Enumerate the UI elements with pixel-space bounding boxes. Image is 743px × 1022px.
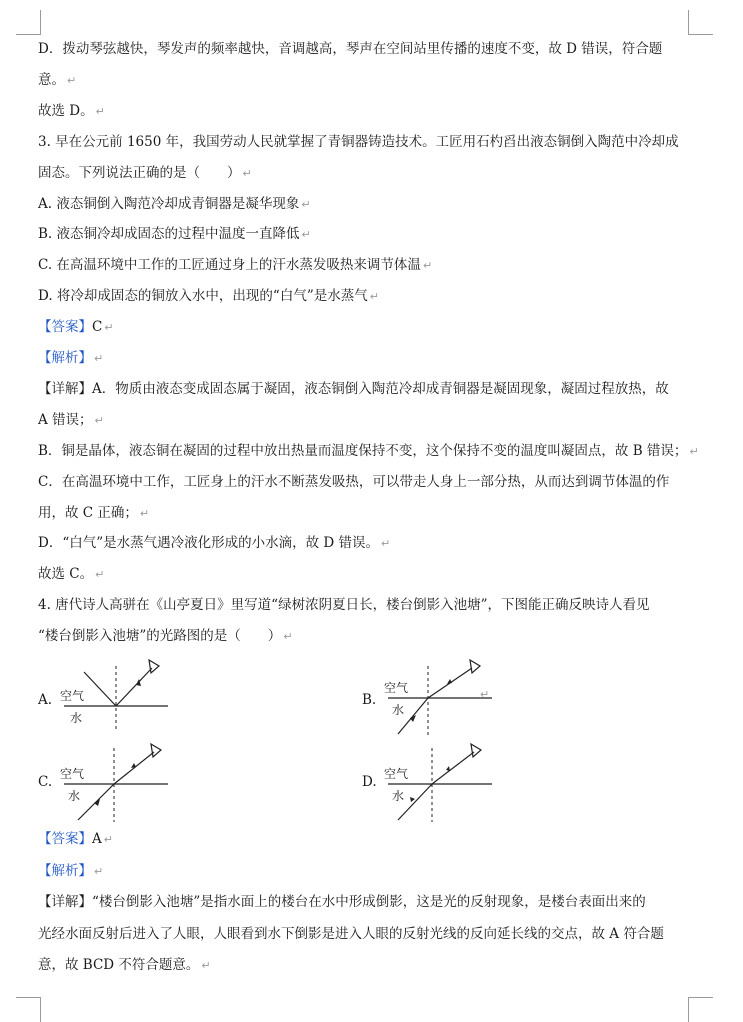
text-line — [38, 533, 718, 554]
text-line — [38, 348, 718, 369]
water-label: 水 — [68, 789, 81, 803]
paragraph-mark: ↵ — [689, 444, 699, 458]
paragraph-mark: ↵ — [95, 104, 105, 118]
text-line — [38, 70, 718, 91]
line-text: 用，故 C 正确； — [38, 504, 138, 521]
text-line — [38, 892, 718, 912]
text-line — [38, 861, 718, 882]
paragraph-mark: ↵ — [242, 166, 252, 180]
air-label: 空气 — [384, 767, 409, 781]
line-text: C．在高温环境中工作，工匠身上的汗水不断蒸发吸热，可以带走人身上一部分热，从而达到调节体温的作 — [38, 473, 670, 490]
line-text: C. 在高温环境中工作的工匠通过身上的汗水蒸发吸热来调节体温 — [38, 257, 421, 274]
text-line — [38, 286, 718, 307]
section-label: 【答案】 — [38, 831, 92, 847]
water-label: 水 — [392, 703, 405, 717]
diagram-d — [380, 742, 500, 828]
option-c-label: C. — [38, 774, 53, 790]
diagram-a — [56, 658, 176, 737]
line-text: B．铜是晶体，液态铜在凝固的过程中放出热量而温度保持不变，这个保持不变的温度叫凝固点，故 B 错误； — [38, 442, 688, 459]
line-text: A — [92, 831, 102, 847]
paragraph-mark: ↵ — [283, 630, 293, 644]
line-text: 4. 唐代诗人高骈在《山亭夏日》里写道“绿树浓阴夏日长，楼台倒影入池塘”，下图能正确反映诗人看见 — [38, 597, 650, 614]
air-label: 空气 — [60, 689, 85, 703]
line-text: D. 将冷却成固态的铜放入水中，出现的“白气”是水蒸气 — [38, 288, 368, 305]
line-text: 意，故 BCD 不符合题意。 — [38, 957, 200, 973]
text-line — [38, 317, 718, 338]
line-text: 固态。下列说法正确的是（ ） — [38, 164, 241, 181]
text-line — [38, 955, 718, 976]
paragraph-mark: ↵ — [94, 413, 104, 427]
text-line — [38, 101, 718, 122]
text-line — [38, 595, 718, 615]
crop-mark-bottom-right — [688, 997, 713, 1022]
line-text: D．拨动琴弦越快，琴发声的频率越快，音调越高，琴声在空间站里传播的速度不变，故 D 错误，符合题 — [38, 41, 663, 57]
air-label: 空气 — [60, 767, 85, 781]
text-line — [38, 924, 718, 944]
text-line — [38, 379, 718, 399]
text-line — [38, 132, 718, 152]
paragraph-mark: ↵ — [301, 197, 311, 211]
option-b-label: B. — [362, 692, 377, 708]
paragraph-mark: ↵ — [301, 228, 311, 242]
water-label: 水 — [70, 711, 83, 725]
diagram-c — [56, 742, 176, 828]
text-line — [38, 194, 718, 215]
paragraph-mark: ↵ — [422, 259, 433, 273]
option-d-label: D. — [362, 774, 377, 790]
line-text: D．“白气”是水蒸气遇冷液化形成的小水滴，故 D 错误。 — [38, 535, 380, 552]
section-label: 【解析】 — [38, 862, 92, 879]
line-text: B. 液态铜冷却成固态的过程中温度一直降低 — [38, 226, 300, 243]
section-label: 【答案】 — [38, 319, 92, 336]
paragraph-mark: ↵ — [94, 864, 104, 878]
line-text: 光经水面反射后进入了人眼，人眼看到水下倒影是进入人眼的反射光线的反向延长线的交点，故 A 符合题 — [38, 925, 664, 942]
line-text: A 错误； — [38, 411, 93, 428]
line-text: 故选 C。 — [38, 566, 94, 583]
line-text: 故选 D。 — [38, 102, 94, 119]
text-line — [38, 39, 718, 59]
air-label: 空气 — [384, 681, 409, 695]
text-line — [38, 224, 718, 245]
text-line — [38, 410, 718, 431]
diagram-b — [380, 658, 500, 742]
paragraph-mark: ↵ — [67, 73, 77, 87]
line-text: 【详解】“楼台倒影入池塘”是指水面上的楼台在水中形成倒影，这是光的反射现象，是楼台表面出来的 — [38, 894, 646, 910]
paragraph-mark: ↵ — [369, 290, 379, 304]
crop-mark-bottom-left — [16, 997, 41, 1022]
line-text: 意。 — [38, 71, 65, 88]
paragraph-mark: ↵ — [103, 833, 113, 846]
option-a-label: A. — [38, 692, 53, 708]
text-line — [38, 829, 718, 850]
section-label: 【解析】 — [38, 350, 92, 366]
text-line — [38, 626, 718, 647]
paragraph-mark: ↵ — [201, 959, 211, 972]
text-line — [38, 472, 718, 492]
crop-mark-top-right — [688, 10, 713, 35]
line-text: 【详解】A．物质由液态变成固态属于凝固，液态铜倒入陶范冷却成青铜器是凝固现象，凝固过程放热，故 — [38, 380, 669, 397]
paragraph-mark: ↵ — [480, 688, 490, 701]
text-line — [38, 564, 718, 585]
line-text: “楼台倒影入池塘”的光路图的是（ ） — [38, 628, 282, 645]
water-label: 水 — [392, 789, 405, 803]
paragraph-mark: ↵ — [104, 321, 114, 335]
paragraph-mark: ↵ — [139, 506, 150, 520]
line-text: 3. 早在公元前 1650 年，我国劳动人民就掌握了青铜器铸造技术。工匠用石杓舀出液态铜倒入陶范中冷却成 — [38, 133, 679, 150]
paragraph-mark: ↵ — [95, 568, 105, 582]
crop-mark-top-left — [16, 10, 41, 35]
paragraph-mark: ↵ — [381, 537, 391, 551]
text-line — [38, 441, 718, 462]
text-line — [38, 503, 718, 524]
line-text: C — [92, 319, 103, 336]
text-line — [38, 255, 718, 276]
text-line — [38, 163, 718, 184]
line-text: A. 液态铜倒入陶范冷却成青铜器是凝华现象 — [38, 195, 300, 212]
paragraph-mark: ↵ — [94, 352, 104, 365]
